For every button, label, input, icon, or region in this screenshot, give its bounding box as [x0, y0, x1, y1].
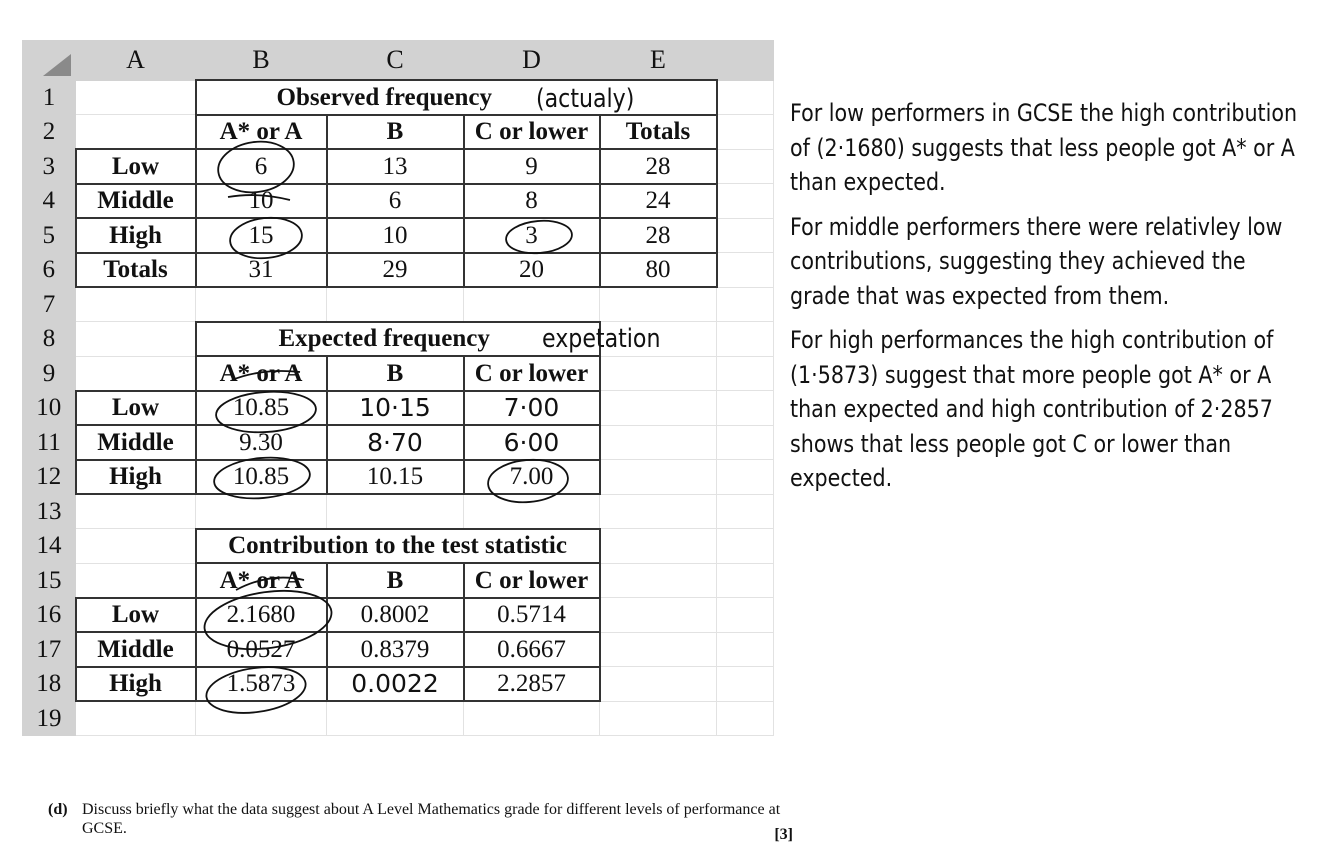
- observed-cell[interactable]: 9: [464, 149, 600, 184]
- expected-cell-handwritten[interactable]: 10·15: [327, 391, 464, 426]
- expected-row-label[interactable]: High: [76, 460, 196, 495]
- observed-cell[interactable]: 6: [327, 184, 464, 219]
- cell[interactable]: [464, 701, 600, 736]
- observed-title: Observed frequency: [276, 83, 492, 111]
- observed-title-cell[interactable]: [196, 80, 717, 115]
- cell[interactable]: [600, 701, 717, 736]
- note-middle-performers: For middle performers there were relativley low contributions, suggesting they achieved the grade that was expected from them.: [790, 212, 1283, 310]
- observed-cell[interactable]: 28: [600, 218, 717, 253]
- column-header-e[interactable]: E: [600, 41, 717, 81]
- cell[interactable]: [76, 563, 196, 598]
- expected-header-c[interactable]: C or lower: [464, 356, 600, 391]
- cell[interactable]: [717, 184, 774, 219]
- cell[interactable]: [717, 460, 774, 495]
- cell[interactable]: [464, 494, 600, 529]
- observed-cell[interactable]: 6: [196, 149, 327, 184]
- row-header[interactable]: 3: [23, 149, 76, 184]
- observed-cell[interactable]: 3: [464, 218, 600, 253]
- cell[interactable]: [600, 563, 717, 598]
- cell[interactable]: [600, 391, 717, 426]
- cell[interactable]: [76, 701, 196, 736]
- expected-row-label[interactable]: Low: [76, 391, 196, 426]
- cell[interactable]: [600, 632, 717, 667]
- expected-row-label[interactable]: Middle: [76, 425, 196, 460]
- cell[interactable]: [717, 115, 774, 150]
- contribution-cell[interactable]: 0.8002: [327, 598, 464, 633]
- row-header[interactable]: 10: [23, 391, 76, 426]
- question-text: Discuss briefly what the data suggest about A Level Mathematics grade for different levels of performance at GCSE.: [82, 801, 781, 837]
- column-header-b[interactable]: B: [196, 41, 327, 81]
- cell[interactable]: [196, 287, 327, 322]
- observed-cell[interactable]: 80: [600, 253, 717, 288]
- cell[interactable]: [717, 287, 774, 322]
- contribution-header-c[interactable]: C or lower: [464, 563, 600, 598]
- column-header-d[interactable]: D: [464, 41, 600, 81]
- observed-header-c[interactable]: C or lower: [464, 115, 600, 150]
- row-header[interactable]: 18: [23, 667, 76, 702]
- cell[interactable]: [717, 218, 774, 253]
- cell[interactable]: [717, 425, 774, 460]
- expected-cell[interactable]: 10.85: [196, 460, 327, 495]
- cell[interactable]: [600, 667, 717, 702]
- observed-annotation: (actualy): [536, 84, 635, 114]
- contribution-header-astar[interactable]: A* or A: [196, 563, 327, 598]
- cell[interactable]: [717, 356, 774, 391]
- contribution-cell-handwritten[interactable]: 0.0022: [327, 667, 464, 702]
- column-header-c[interactable]: C: [327, 41, 464, 81]
- contribution-cell[interactable]: 1.5873: [196, 667, 327, 702]
- contribution-row-label[interactable]: High: [76, 667, 196, 702]
- cell[interactable]: [76, 115, 196, 150]
- row-header[interactable]: 8: [23, 322, 76, 357]
- cell[interactable]: [196, 494, 327, 529]
- cell[interactable]: [76, 322, 196, 357]
- expected-header-b[interactable]: B: [327, 356, 464, 391]
- expected-cell-handwritten[interactable]: 8·70: [327, 425, 464, 460]
- row-header[interactable]: 17: [23, 632, 76, 667]
- cell[interactable]: [600, 460, 717, 495]
- observed-header-astar[interactable]: A* or A: [196, 115, 327, 150]
- cell[interactable]: [600, 494, 717, 529]
- contribution-row-label[interactable]: Low: [76, 598, 196, 633]
- observed-row-label[interactable]: Middle: [76, 184, 196, 219]
- column-header-extra: [717, 41, 774, 81]
- expected-cell-handwritten[interactable]: 7·00: [464, 391, 600, 426]
- row-header[interactable]: 16: [23, 598, 76, 633]
- expected-title-cell[interactable]: [196, 322, 600, 357]
- observed-cell[interactable]: 31: [196, 253, 327, 288]
- select-all-triangle-icon: [41, 54, 71, 76]
- row-header[interactable]: 13: [23, 494, 76, 529]
- observed-header-totals[interactable]: Totals: [600, 115, 717, 150]
- observed-row-label[interactable]: Low: [76, 149, 196, 184]
- cell[interactable]: [76, 80, 196, 115]
- cell[interactable]: [717, 563, 774, 598]
- expected-title: Expected frequency: [278, 325, 490, 353]
- cell[interactable]: [717, 667, 774, 702]
- cell[interactable]: [717, 494, 774, 529]
- expected-cell[interactable]: 9.30: [196, 425, 327, 460]
- cell[interactable]: [600, 529, 717, 564]
- cell[interactable]: [600, 287, 717, 322]
- column-header-a[interactable]: A: [76, 41, 196, 81]
- observed-cell[interactable]: 20: [464, 253, 600, 288]
- cell[interactable]: [717, 598, 774, 633]
- contribution-row-label[interactable]: Middle: [76, 632, 196, 667]
- observed-row-label[interactable]: High: [76, 218, 196, 253]
- contribution-cell[interactable]: 0.0527: [196, 632, 327, 667]
- expected-cell[interactable]: 10.85: [196, 391, 327, 426]
- expected-cell[interactable]: 10.15: [327, 460, 464, 495]
- cell[interactable]: [717, 322, 774, 357]
- contribution-cell[interactable]: 0.6667: [464, 632, 600, 667]
- cell[interactable]: [76, 529, 196, 564]
- row-header[interactable]: 12: [23, 460, 76, 495]
- observed-cell[interactable]: 13: [327, 149, 464, 184]
- select-all-corner[interactable]: [23, 41, 76, 81]
- observed-header-b[interactable]: B: [327, 115, 464, 150]
- observed-row-label[interactable]: Totals: [76, 253, 196, 288]
- expected-cell-handwritten[interactable]: 6·00: [464, 425, 600, 460]
- cell[interactable]: [76, 287, 196, 322]
- row-header[interactable]: 4: [23, 184, 76, 219]
- question-marks: [3]: [774, 826, 793, 843]
- cell[interactable]: [717, 149, 774, 184]
- cell[interactable]: [464, 287, 600, 322]
- row-header[interactable]: 9: [23, 356, 76, 391]
- observed-cell[interactable]: 8: [464, 184, 600, 219]
- expected-header-astar[interactable]: A* or A: [196, 356, 327, 391]
- cell[interactable]: [600, 425, 717, 460]
- expected-cell[interactable]: 7.00: [464, 460, 600, 495]
- row-header[interactable]: 1: [23, 80, 76, 115]
- contribution-cell[interactable]: 2.1680: [196, 598, 327, 633]
- cell[interactable]: [196, 701, 327, 736]
- observed-cell[interactable]: 10: [327, 218, 464, 253]
- note-high-performers: For high performances the high contribution of (1·5873) suggest that more people got A* or A than expected and high contribution of 2·2857 shows that less people got C or lower than expected.: [790, 326, 1274, 492]
- row-header[interactable]: 19: [23, 701, 76, 736]
- observed-cell[interactable]: 29: [327, 253, 464, 288]
- row-header[interactable]: 14: [23, 529, 76, 564]
- row-header[interactable]: 6: [23, 253, 76, 288]
- cell[interactable]: [717, 253, 774, 288]
- cell[interactable]: [717, 529, 774, 564]
- row-header[interactable]: 7: [23, 287, 76, 322]
- contribution-cell[interactable]: 0.5714: [464, 598, 600, 633]
- question-letter: (d): [48, 801, 68, 818]
- expected-annotation: expetation: [542, 324, 661, 354]
- cell[interactable]: [600, 356, 717, 391]
- cell[interactable]: [717, 391, 774, 426]
- cell[interactable]: [327, 494, 464, 529]
- note-low-performers: For low performers in GCSE the high contribution of (2·1680) suggests that less people got A* or A than expected.: [790, 99, 1298, 196]
- contribution-cell[interactable]: 0.8379: [327, 632, 464, 667]
- row-header[interactable]: 11: [23, 425, 76, 460]
- observed-cell[interactable]: 15: [196, 218, 327, 253]
- observed-cell[interactable]: 24: [600, 184, 717, 219]
- spreadsheet: [22, 40, 774, 736]
- cell[interactable]: [76, 494, 196, 529]
- row-header[interactable]: 15: [23, 563, 76, 598]
- cell[interactable]: [327, 701, 464, 736]
- contribution-header-b[interactable]: B: [327, 563, 464, 598]
- contribution-title-cell[interactable]: [196, 529, 600, 564]
- cell[interactable]: [717, 701, 774, 736]
- cell[interactable]: [717, 80, 774, 115]
- contribution-title: Contribution to the test statistic: [228, 532, 567, 560]
- cell[interactable]: [327, 287, 464, 322]
- contribution-cell[interactable]: 2.2857: [464, 667, 600, 702]
- cell[interactable]: [600, 598, 717, 633]
- handwritten-notes: [790, 96, 1300, 506]
- observed-cell[interactable]: 28: [600, 149, 717, 184]
- cell[interactable]: [76, 356, 196, 391]
- cell[interactable]: [717, 632, 774, 667]
- observed-cell[interactable]: 10: [196, 184, 327, 219]
- row-header[interactable]: 5: [23, 218, 76, 253]
- row-header[interactable]: 2: [23, 115, 76, 150]
